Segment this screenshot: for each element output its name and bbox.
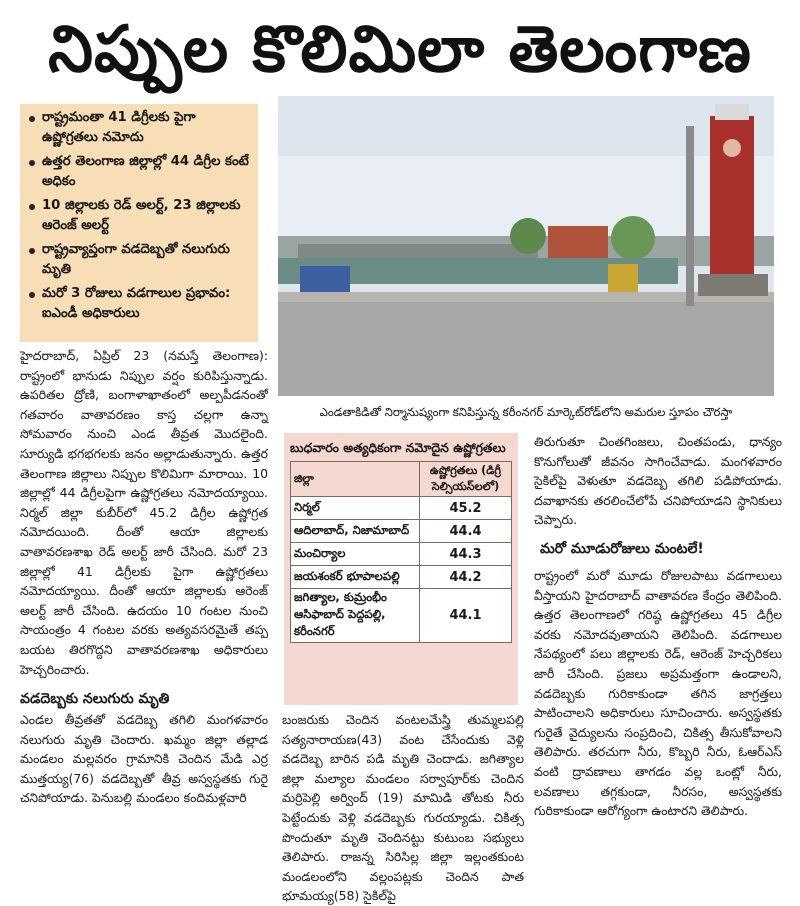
article-column-1-continued: ఎండల తీవ్రతతో వడదెబ్బ తగిలి మంగళవారం నలుగురు మృతి చెందారు. ఖమ్మం జిల్లా తల్లాడ మండలం మల్లవరం గ్రామానికి చెందిన మేడి ఎర్ర ముత్తయ్య(76) వడదెబ్బతో తీవ్ర అస్వస్థతకు గురై చనిపోయాడు. పెనుబల్లి మండలం కందిమళ్లవారి [20, 712, 268, 806]
table-row [291, 520, 512, 543]
temperature-cell: 44.3 [420, 543, 512, 566]
temperature-box-title: బుధవారం అత్యధికంగా నమోదైన ఉష్ణోగ్రతలు [290, 440, 506, 455]
highlight-item: 10 జిల్లాలకు రెడ్ అలర్ట్, 23 జిల్లాలకు ఆరెంజ్ అలర్ట్ [28, 196, 252, 236]
temperature-cell: 45.2 [420, 497, 512, 520]
table-row [291, 589, 512, 643]
subheading-sunstroke-deaths: వడదెబ్బకు నలుగురు మృతి [20, 691, 170, 707]
district-cell: జగిత్యాల, కుమ్రంభీం ఆసిఫాబాద్ పెద్దపల్లి, కరీంనగర్ [291, 589, 420, 643]
district-cell: నిర్మల్ [291, 497, 420, 520]
district-cell: మంచిర్యాల [291, 543, 420, 566]
highlight-item: రాష్ట్రమంతా 41 డిగ్రీలకు పైగా ఉష్ణోగ్రతలు నమోదు [28, 108, 252, 148]
table-header-row [291, 462, 512, 497]
article-column-1: హైదరాబాద్, ఏప్రిల్ 23 (నమస్తే తెలంగాణ): రాష్ట్రంలో భానుడు నిప్పుల వర్షం కురిపిస్తున్నాడు. ఉపరితల ద్రోణి, బంగాళాఖాతంలో అల్పపీడనంతో గతవారం వాతావరణం కాస్త చల్లగా ఉన్నా సోమవారం నుంచి ఎండ తీవ్రత మొదలైంది. సూర్యుడి భగభగలకు జనం అల్లాడుతున్నారు. ఉత్తర తెలంగాణ జిల్లాలు నిప్పుల కొలిమిగా మారాయి. 10 జిల్లాల్లో 44 డిగ్రీలపైగా ఉష్ణోగ్రతలు నమోదయ్యాయి. నిర్మల్ జిల్లా కుబీర్‌లో 45.2 డిగ్రీల ఉష్ణోగ్రత నమోదయింది. దీంతో ఆయా జిల్లాలకు వాతావరణశాఖ రెడ్ అలర్ట్ జారీ చేసింది. మరో 23 జిల్లాల్లో 41 డిగ్రీలకు పైగా ఉష్ణోగ్రతలు నమోదయ్యాయి. దీంతో ఆయా జిల్లాలకు ఆరెంజ్ అలర్ట్ జారీ చేసింది. ఉదయం 10 గంటల నుంచి సాయంత్రం 4 గంటల వరకు అత్యవసరమైతే తప్ప బయట తిరగొద్దని వాతావరణశాఖ అధికారులు హెచ్చరించారు. [20, 348, 268, 677]
district-cell: ఆదిలాబాద్, నిజామాబాద్ [291, 520, 420, 543]
highlight-item: మరో 3 రోజులు వడగాలుల ప్రభావం: ఐఎండీ అధికారులు [28, 284, 252, 324]
temperature-cell: 44.1 [420, 589, 512, 643]
district-cell: జయశంకర్ భూపాలపల్లి [291, 566, 420, 589]
photo-illustration [278, 96, 774, 396]
header-temperature: ఉష్ణోగ్రతలు (డిగ్రీ సెల్సియస్‌లలో) [420, 462, 512, 497]
subheading-three-more-days: మరో మూడురోజులు మంటలే! [540, 541, 704, 557]
table-row [291, 566, 512, 589]
photo-caption: ఎండతాకిడితో నిర్మానుష్యంగా కనిపిస్తున్న కరీంనగర్ మార్కెట్‌రోడ్‌లోని అమరుల స్తూపం చౌరస్తా [319, 405, 733, 419]
article-column-3-continued: రాష్ట్రంలో మరో మూడు రోజులపాటు వడగాలులు వీస్తాయని హైదరాబాద్ వాతావరణ కేంద్రం తెలిపింది. ఉత్తర తెలంగాణలో గరిష్ఠ ఉష్ణోగ్రతలు 45 డిగ్రీల వరకు నమోదవుతాయని తెలిపింది. వడగాలుల నేపథ్యంలో పలు జిల్లాలకు రెడ్, ఆరెంజ్ హెచ్చరికలు జారీ చేసింది. ప్రజలు అప్రమత్తంగా ఉండాలని, వడదెబ్బకు గురికాకుండా తగిన జాగ్రత్తలు పాటించాలని అధికారులు సూచించారు. అస్వస్థతకు గురైతే వైద్యులను సంప్రదించి, చికిత్స తీసుకోవాలని తెలిపారు. తరచుగా నీరు, కొబ్బరి నీరు, ఓఆర్ఎస్ వంటి ద్రావణాలు తాగడం వల్ల ఒంట్లో నీరు, లవణాలు తగ్గకుండా, నీరసం, అస్వస్థతకు గురికాకుండా ఆరోగ్యంగా ఉంటారని తెలిపారు. [534, 568, 782, 819]
temperature-cell: 44.2 [420, 566, 512, 589]
temperature-box [284, 433, 518, 705]
article-column-3: తిరుగుతూ చింతగింజలు, చింతపండు, ధాన్యం కొనుగోలుతో జీవనం సాగించేవాడు. మంగళవారం సైకిల్‌పై వెళుతూ వడదెబ్బ తగిలి పడిపోయాడు. దవాఖానకు తరలించేలోపే చనిపోయాడని స్థానికులు చెప్పారు. [534, 434, 782, 528]
highlight-item: ఉత్తర తెలంగాణ జిల్లాల్లో 44 డిగ్రీల కంటే అధికం [28, 152, 252, 192]
headline: నిప్పుల కొలిమిలా తెలంగాణ [48, 13, 752, 87]
table-row [291, 543, 512, 566]
article-column-2: బంజరుకు చెందిన వంటలమేస్త్రి తుమ్మలపల్లి సత్యనారాయణ(43) వంట చేసేందుకు వెళ్లి వడదెబ్బ బారిన పడి మృతి చెందాడు. జగిత్యాల జిల్లా మల్యాల మండలం సర్వాపూర్‌కు చెందిన మర్రిపెల్లి అర్వింద్ (19) మామిడి తోటకు నీరు పెట్టేందుకు వెళ్లి వడదెబ్బకు గురయ్యాడు. చికిత్స పొందుతూ మృతి చెందినట్టు కుటుంబ సభ్యులు తెలిపారు. రాజన్న సిరిసిల్ల జిల్లా ఇల్లంతకుంట మండలంలోని వల్లంపట్లకు చెందిన పాత భూమయ్య(58) సైకిల్‌పై [282, 712, 524, 904]
temperature-cell: 44.4 [420, 520, 512, 543]
table-row [291, 497, 512, 520]
highlights-box [20, 104, 258, 342]
header-district: జిల్లా [291, 462, 420, 497]
temperature-table [290, 461, 512, 643]
news-photo [278, 96, 774, 396]
highlight-item: రాష్ట్రవ్యాప్తంగా వడదెబ్బతో నలుగురు మృతి [28, 240, 252, 280]
